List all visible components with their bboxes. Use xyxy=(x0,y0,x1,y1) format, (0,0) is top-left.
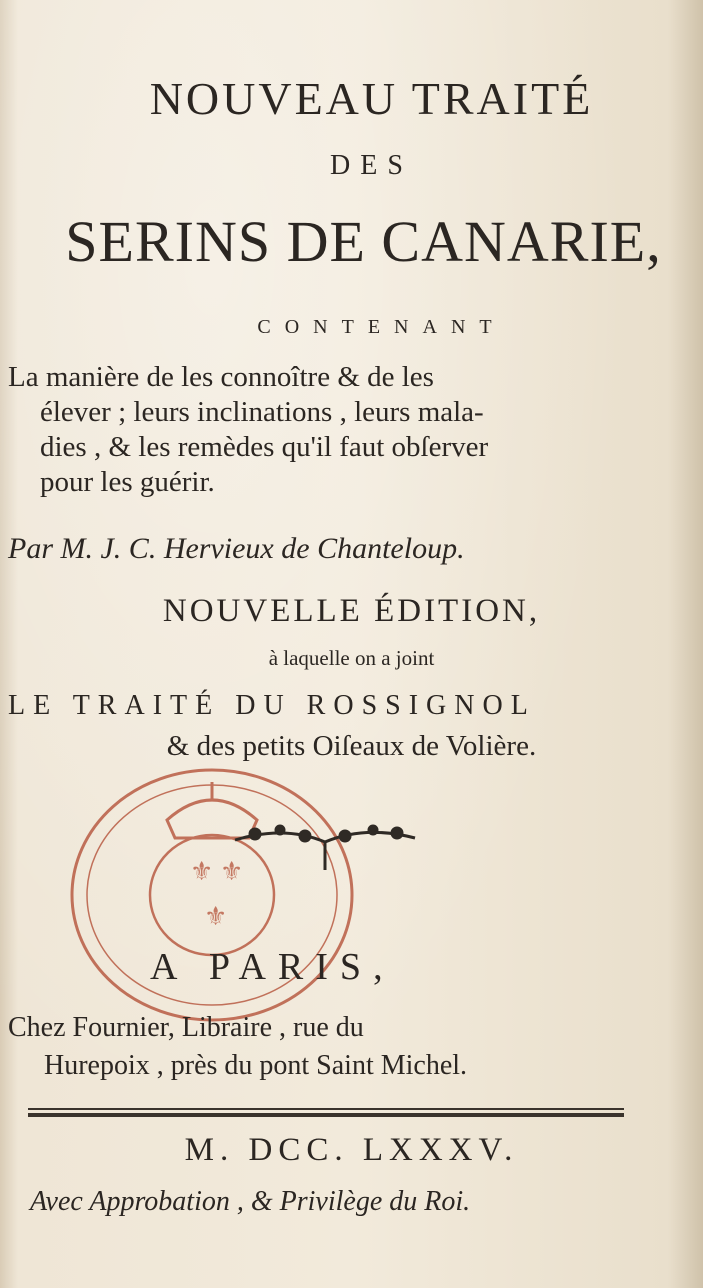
description-line-1: La manière de les connoître & de les xyxy=(8,361,434,393)
double-rule-divider xyxy=(28,1108,624,1118)
imprint-publisher-1: Chez Fournier, Libraire , rue du xyxy=(8,1012,364,1043)
imprint-publisher-2: Hurepoix , près du pont Saint Michel. xyxy=(44,1050,468,1081)
edition-joint: à laquelle on a joint xyxy=(268,646,435,670)
approbation-line: Avec Approbation , & Privilège du Roi. xyxy=(30,1186,471,1217)
subtitle-contenant: CONTENANT xyxy=(257,316,506,338)
author-line: Par M. J. C. Hervieux de Chanteloup. xyxy=(8,532,465,565)
description-line-3: dies , & les remèdes qu'il faut obſerver xyxy=(40,431,489,463)
edition-traite: LE TRAITÉ DU ROSSIGNOL xyxy=(8,690,536,721)
svg-text:⚜: ⚜ xyxy=(190,857,214,887)
ornament-sprig-icon xyxy=(225,800,425,880)
title-line-2: DES xyxy=(330,150,413,181)
title-main: SERINS DE CANARIE, xyxy=(65,209,662,274)
edition-heading: NOUVELLE ÉDITION, xyxy=(162,593,541,629)
imprint-city: A PARIS, xyxy=(150,946,395,988)
svg-text:⚜: ⚜ xyxy=(220,857,244,887)
edition-oiseaux: & des petits Oiſeaux de Volière. xyxy=(166,730,537,762)
svg-text:⚜: ⚜ xyxy=(204,902,228,932)
title-line-1: NOUVEAU TRAITÉ xyxy=(149,73,594,124)
description-paragraph xyxy=(8,360,638,500)
publication-date: M. DCC. LXXXV. xyxy=(184,1132,519,1168)
description-line-4: pour les guérir. xyxy=(40,466,215,498)
description-line-2: élever ; leurs inclinations , leurs mala- xyxy=(40,396,484,428)
